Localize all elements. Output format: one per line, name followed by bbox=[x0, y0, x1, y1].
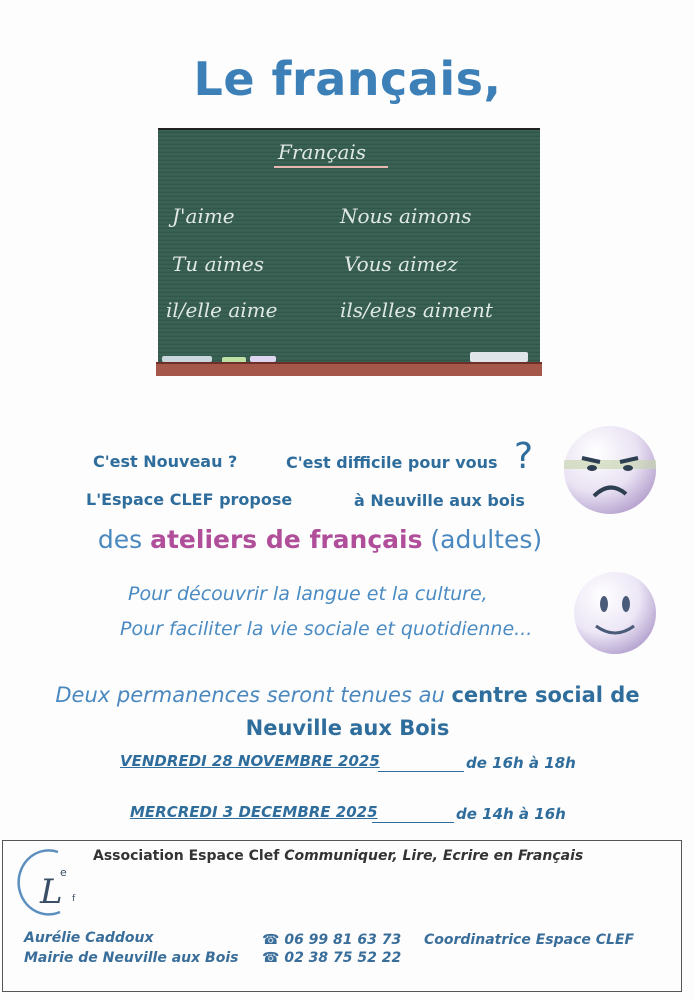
permanences-place: centre social de bbox=[451, 683, 640, 707]
logo-sup: e bbox=[60, 866, 67, 879]
chalkboard-image bbox=[158, 128, 540, 368]
board-row-3-left: il/elle aime bbox=[166, 298, 278, 322]
neuville-location: à Neuville aux bois bbox=[354, 491, 525, 510]
logo-letter: L bbox=[40, 872, 63, 912]
ateliers-suffix: (adultes) bbox=[430, 525, 543, 554]
board-row-3-right: ils/elles aiment bbox=[340, 298, 493, 322]
phone-1-row bbox=[262, 932, 401, 948]
coordinator-role: Coordinatrice Espace CLEF bbox=[424, 932, 635, 948]
session-2-hours: de 14h à 16h bbox=[456, 805, 566, 823]
session-2-underline bbox=[372, 822, 454, 823]
question-nouveau: C'est Nouveau ? bbox=[93, 452, 238, 471]
session-1-date: VENDREDI 28 NOVEMBRE 2025 bbox=[120, 752, 380, 770]
purpose-line-1: Pour découvrir la langue et la culture, bbox=[128, 583, 488, 605]
phone-icon: ☎ bbox=[262, 950, 280, 966]
permanences-intro-text: Deux permanences seront tenues au bbox=[55, 683, 445, 707]
association-line bbox=[93, 848, 583, 864]
ateliers-highlight: ateliers de français bbox=[150, 525, 423, 554]
phone-2-row bbox=[262, 950, 401, 966]
board-title: Français bbox=[278, 140, 367, 164]
board-row-2-right: Vous aimez bbox=[344, 252, 458, 276]
logo-sub: f bbox=[72, 894, 76, 904]
session-1-hours: de 16h à 18h bbox=[466, 754, 576, 772]
permanences-intro bbox=[0, 683, 695, 707]
ateliers-headline bbox=[0, 525, 640, 554]
board-eraser bbox=[470, 352, 528, 362]
board-title-underline bbox=[274, 166, 388, 168]
session-2-date: MERCREDI 3 DECEMBRE 2025 bbox=[130, 803, 378, 821]
phone-icon: ☎ bbox=[262, 932, 280, 948]
association-name: Association Espace Clef bbox=[93, 848, 280, 864]
contact-name: Aurélie Caddoux bbox=[24, 930, 154, 946]
question-mark: ? bbox=[514, 436, 534, 477]
board-row-2-left: Tu aimes bbox=[172, 252, 264, 276]
association-tagline: Communiquer, Lire, Ecrire en Français bbox=[284, 848, 584, 864]
happy-face-icon bbox=[572, 570, 658, 656]
permanences-place-line2: Neuville aux Bois bbox=[245, 716, 450, 740]
question-difficile: C'est difficile pour vous bbox=[286, 453, 498, 472]
phone-1: 06 99 81 63 73 bbox=[284, 932, 402, 948]
board-row-1-left: J'aime bbox=[172, 204, 235, 228]
page-title: Le français, bbox=[193, 52, 502, 106]
purpose-line-2: Pour faciliter la vie sociale et quotidienne... bbox=[120, 618, 533, 640]
board-row-1-right: Nous aimons bbox=[340, 204, 472, 228]
contact-place: Mairie de Neuville aux Bois bbox=[24, 950, 239, 966]
phone-2: 02 38 75 52 22 bbox=[284, 950, 402, 966]
chalkboard-ledge bbox=[156, 362, 542, 376]
sad-face-icon bbox=[562, 424, 658, 516]
ateliers-prefix: des bbox=[97, 525, 143, 554]
espace-clef-propose: L'Espace CLEF propose bbox=[86, 490, 293, 509]
session-1-underline bbox=[378, 771, 464, 772]
